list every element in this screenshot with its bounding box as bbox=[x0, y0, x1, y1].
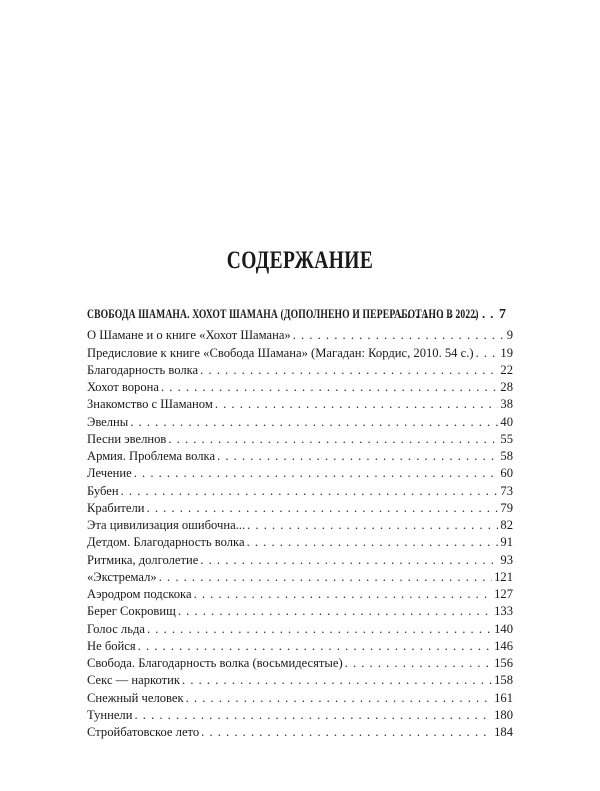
toc-entry-page: 91 bbox=[500, 535, 513, 550]
toc-entry-page: 156 bbox=[494, 656, 513, 670]
toc-entry bbox=[87, 569, 513, 586]
toc-entry-page: 158 bbox=[494, 673, 513, 688]
toc-entry-title: Туннели bbox=[87, 707, 133, 722]
toc-entry-title: Предисловие к книге «Свобода Шамана» (Магадан: Кордис, 2010. 54 с.) bbox=[87, 345, 474, 360]
dot-leader bbox=[134, 707, 492, 724]
toc-entry-title: «Экстремал» bbox=[87, 569, 157, 584]
toc-entry-page: 9 bbox=[506, 328, 513, 343]
toc-entry-title: Не бойся bbox=[87, 638, 136, 653]
toc-entry-page: 161 bbox=[494, 690, 513, 705]
toc-entry-title: Свобода. Благодарность волка (восьмидесятые) bbox=[87, 656, 343, 670]
dot-leader bbox=[130, 414, 498, 431]
toc-entry bbox=[87, 500, 513, 517]
toc-entry-title: Аэродром подскока bbox=[87, 587, 192, 601]
dot-leader bbox=[345, 655, 492, 672]
toc-entry-title: Эвелны bbox=[87, 414, 129, 429]
toc-entry bbox=[87, 396, 513, 413]
dot-leader bbox=[194, 586, 493, 603]
toc-entry bbox=[87, 552, 513, 569]
toc-entry bbox=[87, 362, 513, 379]
toc-entry bbox=[87, 672, 513, 689]
toc-entry-page: 146 bbox=[494, 638, 513, 653]
toc-entry bbox=[87, 448, 513, 465]
dot-leader bbox=[121, 483, 499, 500]
toc-entry bbox=[87, 483, 513, 500]
toc-entry-title: Секс — наркотик bbox=[87, 673, 181, 688]
toc-entry-list bbox=[87, 327, 513, 741]
toc-entry-page: 79 bbox=[500, 500, 513, 515]
toc-entry-page: 55 bbox=[500, 431, 513, 446]
toc-entry-page: 121 bbox=[494, 569, 513, 584]
dot-leader bbox=[186, 690, 493, 707]
toc-entry bbox=[87, 707, 513, 724]
dot-leader bbox=[476, 345, 499, 362]
dot-leader bbox=[168, 431, 498, 448]
toc-section-page: 7 bbox=[499, 307, 506, 322]
dot-leader bbox=[200, 552, 498, 569]
dot-leader bbox=[138, 638, 492, 655]
toc-entry-title: Знакомство с Шаманом bbox=[87, 397, 213, 412]
toc-entry bbox=[87, 690, 513, 707]
dot-leader bbox=[134, 465, 499, 482]
toc-entry bbox=[87, 327, 513, 344]
dot-leader bbox=[201, 724, 492, 741]
dot-leader bbox=[247, 534, 499, 551]
toc-entry-title: Детдом. Благодарность волка bbox=[87, 535, 245, 550]
toc-entry-page: 127 bbox=[494, 587, 513, 601]
toc-entry-title: Эта цивилизация ошибочна... bbox=[87, 518, 246, 532]
toc-entry-title: Снежный человек bbox=[87, 690, 184, 705]
toc-entry bbox=[87, 465, 513, 482]
toc-entry-page: 22 bbox=[500, 362, 513, 377]
toc-entry-title: Ритмика, долголетие bbox=[87, 552, 199, 567]
toc-entry-page: 60 bbox=[500, 466, 513, 481]
toc-entry-page: 82 bbox=[500, 518, 513, 532]
toc-entry bbox=[87, 586, 513, 603]
toc-entry-page: 38 bbox=[500, 397, 513, 412]
dot-leader bbox=[147, 621, 492, 638]
toc-entry-title: Песни эвелнов bbox=[87, 431, 167, 446]
toc-entry-page: 140 bbox=[494, 621, 513, 636]
dot-leader bbox=[178, 603, 492, 620]
dot-leader bbox=[293, 327, 505, 344]
toc-entry-title: Благодарность волка bbox=[87, 362, 199, 377]
toc-entry-title: О Шамане и о книге «Хохот Шамана» bbox=[87, 328, 291, 343]
toc-entry-page: 28 bbox=[500, 380, 513, 394]
toc-section-title: СВОБОДА ШАМАНА. ХОХОТ ШАМАНА (ДОПОЛНЕНО И ПЕРЕРАБОТАНО В 2022) bbox=[87, 306, 479, 321]
table-of-contents bbox=[87, 305, 513, 741]
toc-entry bbox=[87, 638, 513, 655]
toc-entry-title: Берег Сокровищ bbox=[87, 604, 176, 619]
toc-entry-page: 93 bbox=[500, 552, 513, 567]
toc-entry bbox=[87, 655, 513, 672]
toc-entry-page: 19 bbox=[500, 345, 513, 360]
dot-leader bbox=[161, 379, 498, 396]
toc-entry-page: 40 bbox=[500, 414, 513, 429]
dot-leader bbox=[215, 396, 499, 413]
page-title: СОДЕРЖАНИЕ bbox=[226, 247, 374, 274]
dot-leader bbox=[217, 448, 498, 465]
toc-entry-title: Голос льда bbox=[87, 621, 145, 636]
toc-entry bbox=[87, 724, 513, 741]
toc-entry-page: 184 bbox=[494, 725, 513, 739]
toc-entry bbox=[87, 534, 513, 551]
toc-entry-page: 73 bbox=[500, 483, 513, 498]
dot-leader bbox=[182, 672, 492, 689]
toc-entry bbox=[87, 379, 513, 396]
toc-entry-page: 180 bbox=[494, 707, 513, 722]
dot-leader bbox=[147, 500, 499, 517]
toc-entry bbox=[87, 431, 513, 448]
dot-leader bbox=[247, 517, 498, 534]
toc-entry bbox=[87, 621, 513, 638]
toc-entry-title: Лечение bbox=[87, 466, 132, 481]
toc-entry bbox=[87, 517, 513, 534]
toc-entry-page: 133 bbox=[494, 604, 513, 619]
toc-entry-title: Армия. Проблема волка bbox=[87, 449, 216, 463]
toc-entry-page: 58 bbox=[500, 449, 513, 463]
toc-entry-title: Бубен bbox=[87, 483, 119, 498]
dot-leader bbox=[200, 362, 498, 379]
toc-entry-title: Крабители bbox=[87, 500, 145, 515]
dot-leader bbox=[159, 569, 492, 586]
toc-entry bbox=[87, 345, 513, 362]
toc-entry-title: Стройбатовское лето bbox=[87, 725, 200, 739]
toc-entry bbox=[87, 603, 513, 620]
toc-entry-title: Хохот ворона bbox=[87, 380, 159, 394]
toc-entry bbox=[87, 414, 513, 431]
toc-section-heading bbox=[87, 305, 513, 322]
